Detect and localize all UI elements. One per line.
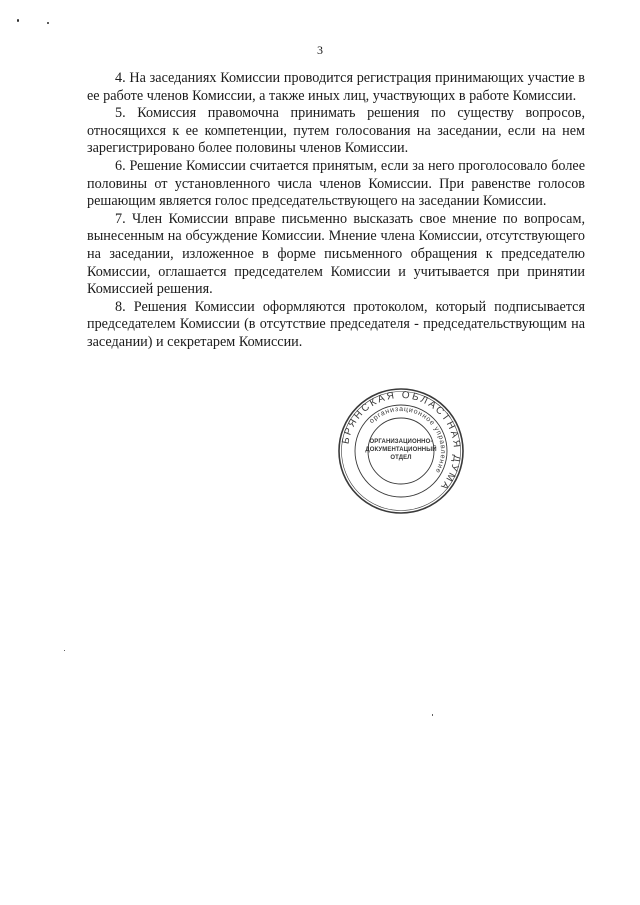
scan-speck xyxy=(432,714,433,716)
stamp-outer-text: БРЯНСКАЯ ОБЛАСТНАЯ ДУМА xyxy=(340,389,463,494)
stamp-inner-text: организационное управление xyxy=(368,405,447,475)
paragraph-5: 5. Комиссия правомочна принимать решения по существу вопросов, относящихся к ее компетенции, путем голосования на заседании, если на нем зарегистрировано более половины членов Комиссии. xyxy=(87,105,585,157)
stamp-center-line: ОРГАНИЗАЦИОННО- xyxy=(369,439,433,445)
page-number: 3 xyxy=(317,43,323,57)
paragraph-8: 8. Решения Комиссии оформляются протоколом, который подписывается председателем Комиссии (в отсутствие председателя - председательствующим на заседании) и секретарем Комиссии. xyxy=(87,298,585,350)
paragraph-4: 4. На заседаниях Комиссии проводится регистрация принимающих участие в ее работе членов Комиссии, а также иных лиц, участвующих в работе Комиссии. xyxy=(87,70,585,104)
document-body xyxy=(87,70,585,352)
scan-speck xyxy=(17,19,19,22)
stamp-center-line: ОТДЕЛ xyxy=(390,455,412,461)
stamp-center-line: ДОКУМЕНТАЦИОННЫЙ xyxy=(365,447,437,453)
stamp-center-text xyxy=(336,438,466,462)
scan-speck xyxy=(64,650,65,651)
official-stamp xyxy=(336,386,466,516)
paragraph-6: 6. Решение Комиссии считается принятым, если за него проголосовало более половины от установленного числа членов Комиссии. При равенстве голосов решающим является голос председательствующего на заседании Комиссии. xyxy=(87,157,585,210)
scan-speck xyxy=(47,22,49,24)
paragraph-7: 7. Член Комиссии вправе письменно высказать свое мнение по вопросам, вынесенным на обсуждение Комиссии. Мнение члена Комиссии, отсутствующего на заседании, изложенное в форме письменного обращения к председателю Комиссии, оглашается председателем Комиссии и учитывается при принятии Комиссией решения. xyxy=(87,210,585,298)
